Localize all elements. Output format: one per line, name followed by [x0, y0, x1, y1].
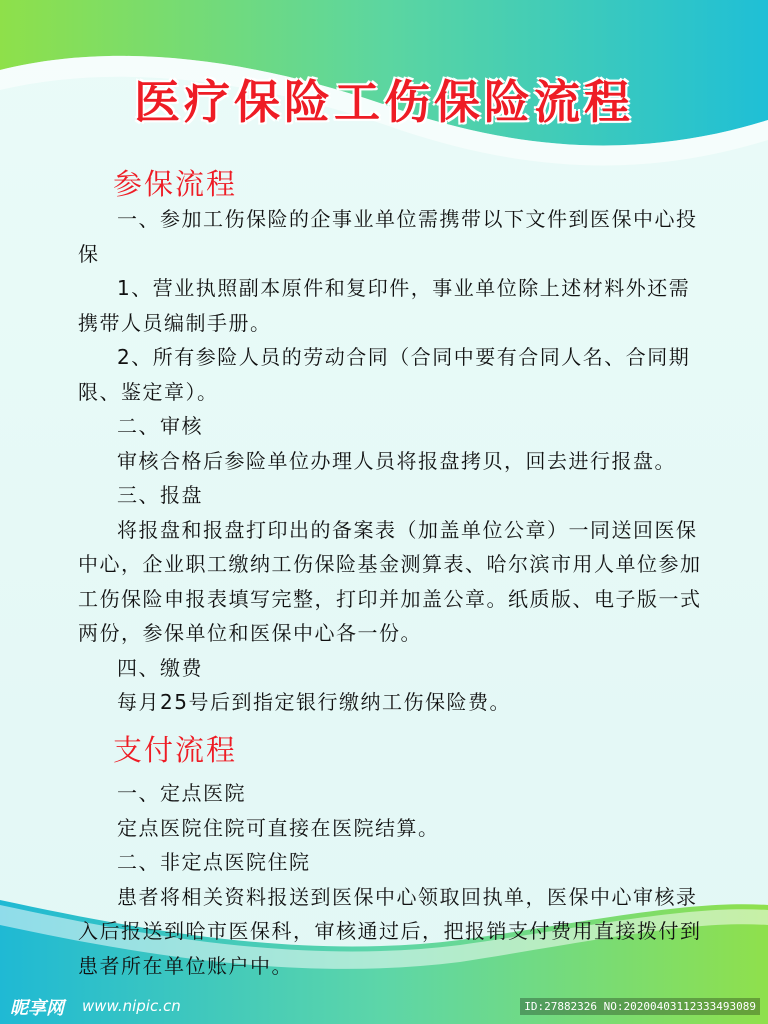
- paragraph: 一、定点医院: [117, 781, 246, 805]
- paragraph: 二、非定点医院住院: [117, 850, 311, 874]
- paragraph: 每月25号后到指定银行缴纳工伤保险费。: [117, 690, 511, 714]
- payment-body: [78, 776, 708, 983]
- paragraph: 一、参加工伤保险的企事业单位需携带以下文件到医保中心投保: [78, 207, 698, 266]
- paragraph: 三、报盘: [117, 483, 203, 507]
- paragraph: 1、营业执照副本原件和复印件，事业单位除上述材料外还需携带人员编制手册。: [78, 276, 691, 335]
- watermark-url: www.nipic.cn: [82, 997, 181, 1015]
- image-id-label: ID:27882326 NO:20200403112333493089: [520, 998, 760, 1015]
- paragraph: 四、缴费: [117, 655, 203, 680]
- paragraph: 审核合格后参险单位办理人员将报盘拷贝，回去进行报盘。: [117, 448, 676, 473]
- section-heading-payment: 支付流程: [113, 733, 238, 767]
- paragraph: 将报盘和报盘打印出的备案表（加盖单位公章）一同送回医保中心，企业职工缴纳工伤保险基金测算表、哈尔滨市用人单位参加工伤保险申报表填写完整，打印并加盖公章。纸质版、电子版一式两份，参保单位和医保中心各一份。: [78, 517, 702, 645]
- page-title: 医疗保险工伤保险流程: [134, 75, 634, 129]
- paragraph: 定点医院住院可直接在医院结算。: [117, 815, 440, 840]
- paragraph: 患者将相关资料报送到医保中心领取回执单，医保中心审核录入后报送到哈市医保科，审核通过后，把报销支付费用直接拨付到患者所在单位账户中。: [78, 884, 702, 978]
- section-heading-enrollment: 参保流程: [113, 167, 238, 201]
- paragraph: 二、审核: [117, 414, 203, 438]
- paragraph: 2、所有参险人员的劳动合同（合同中要有合同人名、合同期限、鉴定章）。: [78, 345, 691, 404]
- enrollment-body: [78, 202, 708, 720]
- watermark-logo: 昵享网: [10, 998, 64, 1019]
